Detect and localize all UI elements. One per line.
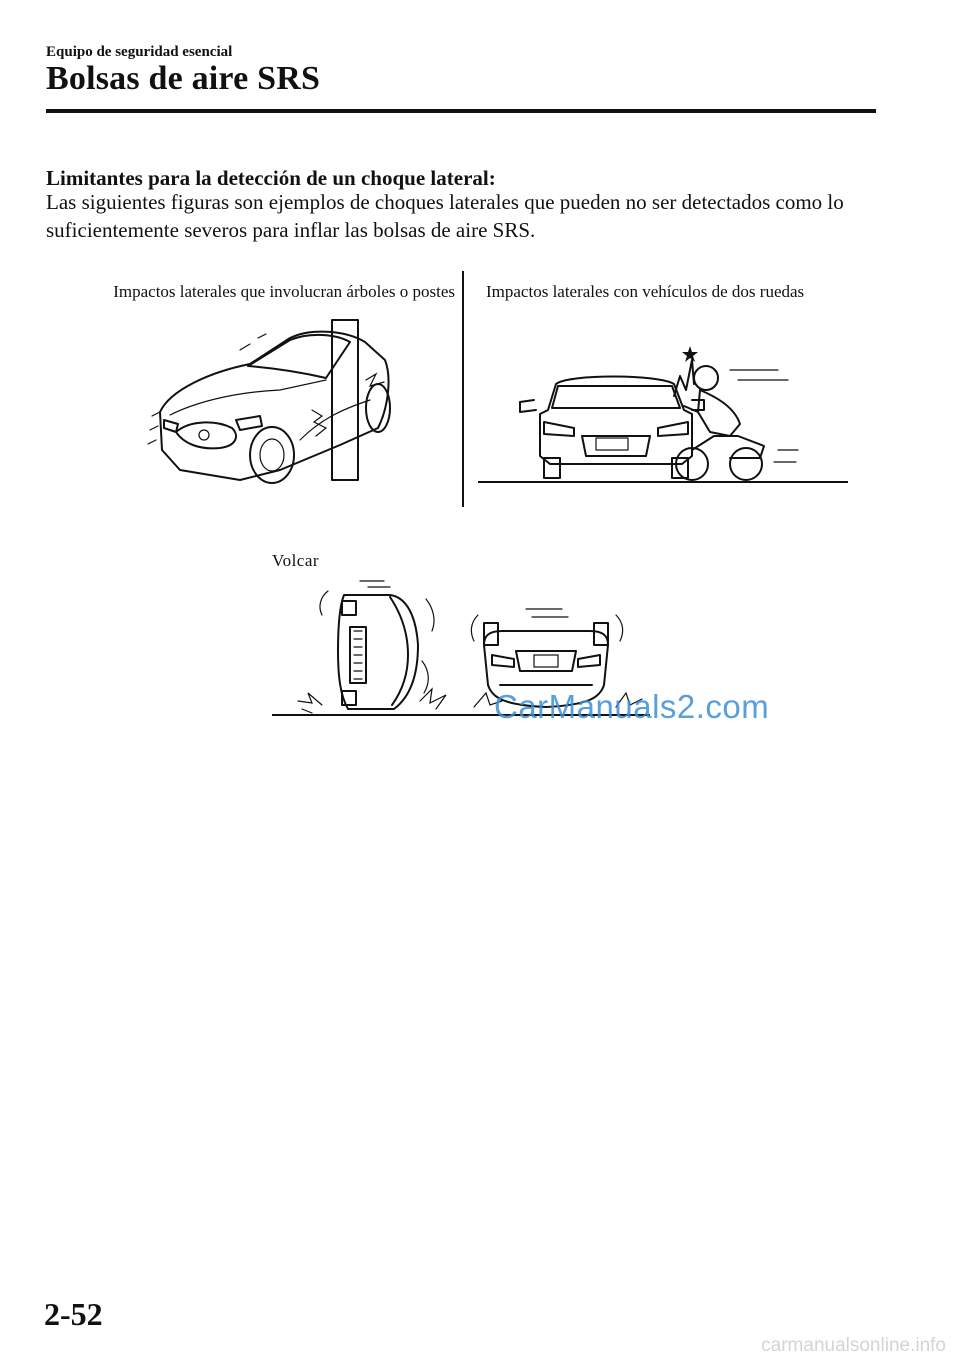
watermark: CarManuals2.com [494, 688, 770, 725]
page-title: Bolsas de aire SRS [46, 60, 321, 97]
footer-site-watermark: carmanualsonline.info [761, 1335, 946, 1356]
page-number: 2-52 [44, 1296, 103, 1332]
title-rule [46, 109, 876, 113]
motorcycle-impact-illustration [478, 340, 850, 490]
pole-impact-illustration [140, 320, 410, 500]
figure-divider [462, 271, 464, 507]
section-label: Equipo de seguridad esencial [46, 44, 233, 60]
figure-label-rollover: Volcar [272, 551, 320, 570]
figure-label-trees: Impactos laterales que involucran árboles o postes [113, 282, 455, 301]
body-paragraph: Las siguientes figuras son ejemplos de choques laterales que pueden no ser detectados como lo suficientemente severos para inflar las bolsas de aire SRS. [46, 190, 844, 242]
subsection-heading: Limitantes para la detección de un choque lateral: [46, 166, 496, 190]
figure-label-motorcycle: Impactos laterales con vehículos de dos ruedas [486, 282, 805, 301]
